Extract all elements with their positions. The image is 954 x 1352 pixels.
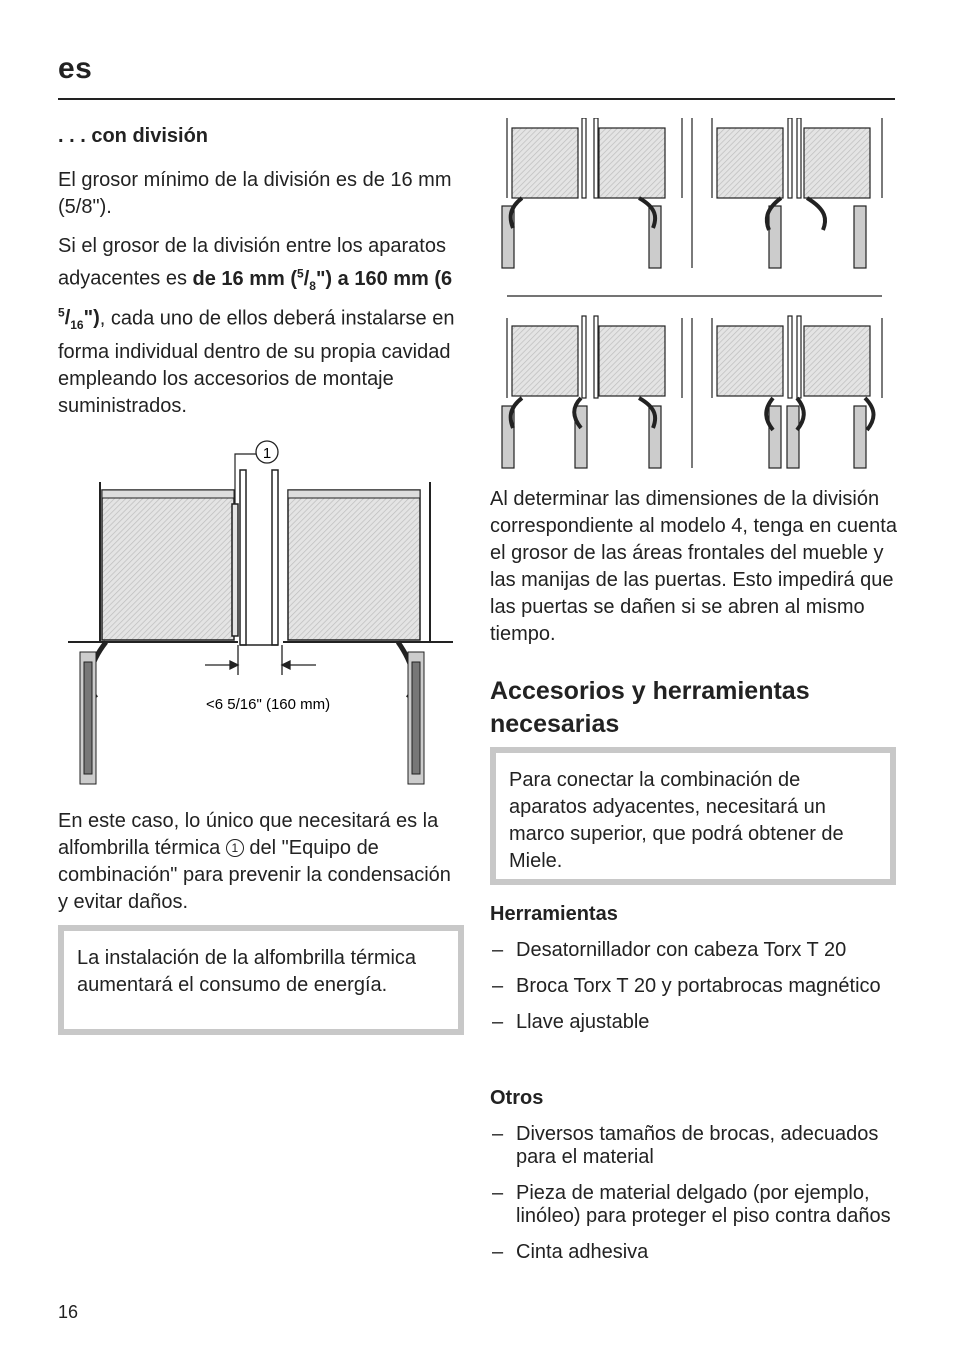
list-item-text: Cinta adhesiva <box>516 1241 649 1263</box>
others-heading: Otros <box>490 1087 544 1109</box>
fraction-numerator: 5 <box>297 266 304 280</box>
dimension-arrows <box>205 645 316 675</box>
sub-heading-con-division: . . . con división <box>58 125 209 147</box>
appliance-left <box>102 490 234 640</box>
list-item <box>490 1241 895 1264</box>
list-item <box>490 939 895 962</box>
text-run: En este caso, lo único que necesitará es la alfombrilla térmica <box>58 810 439 859</box>
dash-bullet: – <box>492 1123 504 1145</box>
fraction-denominator: 8 <box>309 278 316 293</box>
list-item <box>490 1011 895 1034</box>
tools-list <box>490 939 895 1047</box>
combination-models-figure <box>497 118 895 473</box>
dash-bullet: – <box>492 1182 504 1204</box>
callout-number: 1 <box>262 445 272 462</box>
paragraph-model-4: Al determinar las dimensiones de la división correspondiente al modelo 4, tenga en cuenta el grosor de las áreas frontales del mueble y las manijas de las puertas. Esto impedirá que las puertas se dañen si se abren al mismo tiempo. <box>490 488 897 645</box>
text-run: del "Equipo de combinación" para prevenir la condensación y evitar daños. <box>58 837 451 913</box>
list-item <box>490 1123 895 1169</box>
hinge-left <box>80 642 106 784</box>
text-run: Si el grosor de la división entre los aparatos adyacentes es <box>58 235 446 290</box>
dash-bullet: – <box>492 1241 504 1263</box>
paragraph-thickness-range: Si el grosor de la división entre los aparatos adyacentes es de 16 mm $(^5/_8")$ a 160 mm (6 $^5/_{16}$"), cada uno de ellos deberá instalarse en forma individual dentro de su propia cavidad empleando los accesorios de montaje suministrados. <box>58 235 455 418</box>
note-box-top-frame: Para conectar la combinación de aparatos adyacentes, necesitará un marco superior, que podrá obtener de Miele. <box>490 747 896 885</box>
fraction-numerator: 5 <box>58 305 65 320</box>
model-diagram-top-right <box>692 118 882 268</box>
list-item-text: Broca Torx T 20 y portabrocas magnético <box>516 975 881 997</box>
paragraph-thermal-mat <box>58 808 458 916</box>
fraction-denominator: 16 <box>70 318 84 333</box>
tools-heading: Herramientas <box>490 903 618 925</box>
text-run: de 16 mm ( <box>192 267 298 290</box>
list-item-text: Llave ajustable <box>516 1011 650 1033</box>
list-item-text: Diversos tamaños de brocas, adecuados para el material <box>516 1123 879 1168</box>
partition-installation-figure <box>58 430 458 795</box>
dimension-label: <6 5/16" (160 mm) <box>206 696 331 713</box>
others-list <box>490 1123 895 1277</box>
circled-marker: 1 <box>226 839 244 857</box>
list-item-text: Desatornillador con cabeza Torx T 20 <box>516 939 847 961</box>
dash-bullet: – <box>492 939 504 961</box>
language-code: es <box>58 52 93 85</box>
list-item-text: Pieza de material delgado (por ejemplo, linóleo) para proteger el piso contra daños <box>516 1182 891 1227</box>
text-run: ") a 160 mm (6 <box>315 267 453 290</box>
model-diagram-bottom-right <box>692 316 882 468</box>
model-diagram-top-left <box>502 118 682 268</box>
section-heading-accessories: Accesorios y herramientas necesarias <box>490 677 810 738</box>
appliance-right <box>288 490 420 640</box>
paragraph-min-thickness: El grosor mínimo de la división es de 16 mm (5/8"). <box>58 169 452 218</box>
list-item <box>490 975 895 998</box>
list-item <box>490 1182 895 1228</box>
dash-bullet: – <box>492 1011 504 1033</box>
header-rule <box>58 98 895 100</box>
dash-bullet: – <box>492 975 504 997</box>
note-box-energy: La instalación de la alfombrilla térmica aumentará el consumo de energía. <box>58 925 464 1035</box>
partition <box>232 470 278 645</box>
model-diagram-bottom-left <box>502 316 682 468</box>
page-number: 16 <box>58 1302 79 1322</box>
hinge-right <box>398 642 424 784</box>
text-run: , cada uno de ellos deberá instalarse en forma individual dentro de su propia cavidad empleando los accesorios de montaje suministrados. <box>58 307 455 418</box>
text-run: ") <box>83 307 100 330</box>
